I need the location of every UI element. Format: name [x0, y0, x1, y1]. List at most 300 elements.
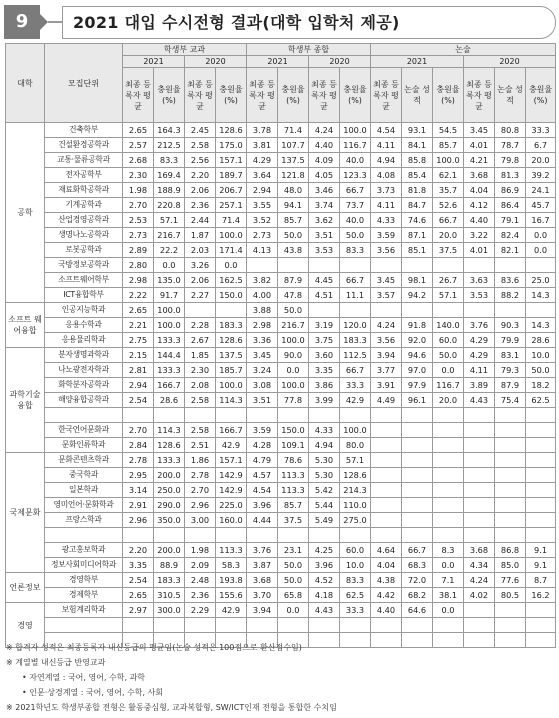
value-cell: 16.7 [526, 213, 556, 228]
header-metric: 충원율 (%) [216, 68, 247, 123]
university-cell: 소프트 웨어융합 [6, 303, 45, 348]
value-cell: 10.0 [526, 348, 556, 363]
value-cell: 4.24 [371, 318, 402, 333]
major-cell: 인공지능학과 [45, 303, 123, 318]
header-metric: 논술 성적 [495, 68, 526, 123]
value-cell [309, 258, 340, 273]
value-cell: 162.5 [216, 273, 247, 288]
value-cell: 5.49 [309, 513, 340, 528]
value-cell: 83.1 [495, 348, 526, 363]
major-cell: ICT융합학부 [45, 288, 123, 303]
value-cell: 2.58 [185, 393, 216, 408]
value-cell [371, 528, 402, 543]
value-cell: 11.1 [340, 288, 371, 303]
value-cell [526, 423, 556, 438]
value-cell: 157.1 [216, 453, 247, 468]
value-cell: 3.51 [247, 393, 278, 408]
value-cell: 3.94 [371, 348, 402, 363]
value-cell: 78.7 [495, 138, 526, 153]
value-cell: 84.1 [402, 138, 433, 153]
value-cell: 3.86 [309, 378, 340, 393]
value-cell: 100.0 [216, 378, 247, 393]
value-cell: 57.1 [154, 213, 185, 228]
value-cell [526, 258, 556, 273]
value-cell [402, 423, 433, 438]
table-row [6, 618, 556, 633]
value-cell: 2.94 [123, 378, 154, 393]
major-cell: 문화인류학과 [45, 438, 123, 453]
value-cell: 2.80 [123, 258, 154, 273]
value-cell: 183.3 [340, 333, 371, 348]
value-cell: 3.14 [123, 483, 154, 498]
value-cell: 4.33 [309, 423, 340, 438]
header-year: 2021 [123, 56, 185, 68]
value-cell: 4.79 [247, 453, 278, 468]
value-cell [433, 483, 464, 498]
value-cell [278, 528, 309, 543]
table-body [6, 123, 556, 648]
value-cell: 128.6 [154, 438, 185, 453]
value-cell [526, 528, 556, 543]
value-cell: 79.1 [495, 213, 526, 228]
value-cell: 3.62 [309, 213, 340, 228]
value-cell: 4.11 [371, 138, 402, 153]
value-cell: 62.5 [526, 393, 556, 408]
value-cell: 157.1 [216, 153, 247, 168]
major-cell: 재료화학공학과 [45, 183, 123, 198]
value-cell: 3.64 [247, 168, 278, 183]
value-cell [371, 258, 402, 273]
table-row [6, 153, 556, 168]
value-cell: 150.0 [278, 423, 309, 438]
value-cell: 110.0 [340, 498, 371, 513]
table-row [6, 528, 556, 543]
value-cell: 81.8 [402, 183, 433, 198]
value-cell: 100.0 [154, 303, 185, 318]
value-cell: 50.0 [526, 363, 556, 378]
value-cell: 80.5 [495, 588, 526, 603]
header-year: 2021 [247, 56, 309, 68]
value-cell: 3.19 [309, 318, 340, 333]
value-cell: 3.75 [309, 333, 340, 348]
value-cell: 300.0 [154, 603, 185, 618]
value-cell: 185.7 [216, 363, 247, 378]
value-cell: 3.45 [247, 348, 278, 363]
value-cell: 200.0 [154, 468, 185, 483]
value-cell: 4.33 [371, 213, 402, 228]
value-cell: 2.78 [185, 468, 216, 483]
value-cell: 20.0 [526, 153, 556, 168]
value-cell: 225.0 [216, 498, 247, 513]
value-cell: 3.96 [247, 498, 278, 513]
major-cell: 교통·물류공학과 [45, 153, 123, 168]
value-cell: 100.0 [278, 333, 309, 348]
value-cell [123, 528, 154, 543]
value-cell: 4.52 [309, 573, 340, 588]
value-cell: 2.70 [123, 198, 154, 213]
value-cell: 87.9 [278, 273, 309, 288]
value-cell [495, 603, 526, 618]
value-cell: 128.6 [216, 333, 247, 348]
value-cell: 90.0 [278, 348, 309, 363]
value-cell: 3.53 [464, 288, 495, 303]
value-cell: 37.5 [278, 513, 309, 528]
value-cell: 14.3 [526, 288, 556, 303]
value-cell: 4.24 [309, 123, 340, 138]
value-cell: 94.6 [402, 348, 433, 363]
value-cell: 78.6 [278, 453, 309, 468]
footnote: ※ 계열별 내신등급 반영교과 [6, 658, 106, 667]
value-cell: 57.1 [433, 288, 464, 303]
header-metric: 최종 등록자 평균 [309, 68, 340, 123]
major-cell: 해양융합공학과 [45, 393, 123, 408]
header-metric: 충원율 (%) [278, 68, 309, 123]
value-cell: 3.57 [371, 288, 402, 303]
major-cell: 한국언어문화과 [45, 423, 123, 438]
header-metric: 최종 등록자 평균 [185, 68, 216, 123]
major-cell: 건축학부 [45, 123, 123, 138]
value-cell: 10.0 [340, 558, 371, 573]
value-cell: 2.96 [123, 513, 154, 528]
value-cell: 114.3 [154, 423, 185, 438]
value-cell: 57.1 [340, 453, 371, 468]
value-cell [185, 528, 216, 543]
value-cell [154, 528, 185, 543]
value-cell: 114.3 [216, 393, 247, 408]
value-cell: 3.94 [247, 603, 278, 618]
value-cell: 85.7 [278, 213, 309, 228]
value-cell: 3.56 [371, 333, 402, 348]
value-cell [402, 483, 433, 498]
value-cell [340, 258, 371, 273]
value-cell [495, 468, 526, 483]
value-cell: 100.0 [340, 423, 371, 438]
value-cell: 3.22 [464, 228, 495, 243]
value-cell: 3.00 [185, 513, 216, 528]
value-cell [526, 483, 556, 498]
value-cell: 123.3 [340, 168, 371, 183]
value-cell [340, 303, 371, 318]
value-cell [433, 528, 464, 543]
value-cell: 68.2 [402, 588, 433, 603]
value-cell: 4.45 [309, 273, 340, 288]
value-cell: 100.0 [340, 123, 371, 138]
value-cell: 97.0 [402, 363, 433, 378]
value-cell: 142.9 [216, 468, 247, 483]
major-cell: 중국학과 [45, 468, 123, 483]
value-cell: 150.0 [216, 288, 247, 303]
value-cell [495, 498, 526, 513]
value-cell: 2.57 [123, 138, 154, 153]
value-cell: 2.94 [247, 183, 278, 198]
header-university: 대학 [6, 44, 45, 123]
value-cell: 2.51 [185, 438, 216, 453]
value-cell: 113.3 [278, 483, 309, 498]
value-cell: 52.6 [433, 198, 464, 213]
major-cell: 국방정보공학과 [45, 258, 123, 273]
value-cell [495, 453, 526, 468]
value-cell: 1.86 [185, 453, 216, 468]
value-cell [433, 513, 464, 528]
value-cell: 4.94 [371, 153, 402, 168]
header-metric: 충원율 (%) [433, 68, 464, 123]
major-cell [45, 408, 123, 423]
major-cell: 나노광전자학과 [45, 363, 123, 378]
value-cell [123, 618, 154, 633]
value-cell: 86.9 [495, 183, 526, 198]
value-cell: 3.59 [371, 228, 402, 243]
value-cell [402, 513, 433, 528]
value-cell: 3.46 [309, 183, 340, 198]
value-cell: 142.9 [216, 483, 247, 498]
value-cell: 212.5 [154, 138, 185, 153]
value-cell: 183.3 [154, 573, 185, 588]
value-cell: 2.53 [123, 213, 154, 228]
header-metric: 충원율 (%) [340, 68, 371, 123]
value-cell: 3.82 [247, 273, 278, 288]
table-row [6, 483, 556, 498]
value-cell [464, 528, 495, 543]
value-cell: 290.0 [154, 498, 185, 513]
value-cell: 3.60 [309, 348, 340, 363]
value-cell: 97.9 [402, 378, 433, 393]
value-cell: 40.0 [340, 213, 371, 228]
value-cell [402, 438, 433, 453]
value-cell: 2.89 [123, 243, 154, 258]
major-cell: 영미언어·문화학과 [45, 498, 123, 513]
header-metric: 충원율 (%) [526, 68, 556, 123]
table-row [6, 228, 556, 243]
table-row [6, 258, 556, 273]
value-cell: 45.7 [526, 198, 556, 213]
value-cell: 4.49 [371, 393, 402, 408]
value-cell: 2.98 [247, 318, 278, 333]
value-cell: 0.0 [433, 558, 464, 573]
value-cell: 71.4 [216, 213, 247, 228]
value-cell: 4.57 [247, 468, 278, 483]
value-cell: 113.3 [278, 468, 309, 483]
value-cell [433, 438, 464, 453]
value-cell [402, 528, 433, 543]
major-cell: 산업경영공학과 [45, 213, 123, 228]
value-cell: 166.7 [154, 378, 185, 393]
table-row [6, 378, 556, 393]
value-cell [216, 528, 247, 543]
value-cell: 33.3 [340, 378, 371, 393]
value-cell: 144.4 [154, 348, 185, 363]
value-cell: 4.43 [309, 603, 340, 618]
value-cell: 4.01 [464, 138, 495, 153]
value-cell: 33.3 [526, 123, 556, 138]
value-cell: 2.65 [123, 303, 154, 318]
value-cell: 214.3 [340, 483, 371, 498]
value-cell: 3.96 [309, 558, 340, 573]
value-cell: 275.0 [340, 513, 371, 528]
value-cell: 3.35 [309, 363, 340, 378]
value-cell: 3.87 [247, 558, 278, 573]
value-cell: 2.36 [185, 198, 216, 213]
value-cell [278, 258, 309, 273]
value-cell [464, 498, 495, 513]
value-cell: 4.04 [464, 183, 495, 198]
value-cell [309, 618, 340, 633]
value-cell [185, 303, 216, 318]
table-row [6, 363, 556, 378]
value-cell: 42.9 [340, 393, 371, 408]
value-cell: 112.5 [340, 348, 371, 363]
value-cell: 250.0 [154, 483, 185, 498]
value-cell: 2.58 [185, 138, 216, 153]
value-cell: 83.3 [340, 573, 371, 588]
table-row [6, 558, 556, 573]
value-cell: 3.45 [371, 273, 402, 288]
value-cell: 2.48 [185, 573, 216, 588]
table-row [6, 213, 556, 228]
value-cell: 75.4 [495, 393, 526, 408]
value-cell: 86.8 [495, 543, 526, 558]
value-cell: 2.27 [185, 288, 216, 303]
value-cell: 82.4 [495, 228, 526, 243]
header-group: 논술 [371, 44, 556, 56]
value-cell [464, 513, 495, 528]
major-cell: 분자생명과학과 [45, 348, 123, 363]
value-cell: 5.30 [309, 468, 340, 483]
value-cell: 164.3 [154, 123, 185, 138]
value-cell: 3.36 [247, 333, 278, 348]
value-cell: 3.26 [185, 258, 216, 273]
value-cell [309, 408, 340, 423]
value-cell: 155.6 [216, 588, 247, 603]
value-cell: 189.7 [216, 168, 247, 183]
value-cell: 28.6 [154, 393, 185, 408]
value-cell: 3.76 [464, 318, 495, 333]
value-cell [464, 438, 495, 453]
value-cell: 73.7 [340, 198, 371, 213]
value-cell: 94.1 [278, 198, 309, 213]
value-cell: 2.58 [185, 423, 216, 438]
header-metric: 충원율 (%) [154, 68, 185, 123]
value-cell: 66.7 [340, 273, 371, 288]
major-cell: 생명나노공학과 [45, 228, 123, 243]
value-cell: 4.02 [464, 588, 495, 603]
value-cell: 23.1 [278, 543, 309, 558]
value-cell: 0.0 [216, 258, 247, 273]
header-metric: 최종 등록자 평균 [371, 68, 402, 123]
value-cell [371, 453, 402, 468]
value-cell: 2.30 [185, 363, 216, 378]
value-cell: 9.1 [526, 558, 556, 573]
value-cell: 2.54 [123, 573, 154, 588]
value-cell: 2.96 [185, 498, 216, 513]
value-cell: 4.28 [247, 438, 278, 453]
value-cell [154, 408, 185, 423]
value-cell: 1.87 [185, 228, 216, 243]
value-cell [433, 453, 464, 468]
value-cell: 20.0 [433, 228, 464, 243]
value-cell: 4.29 [464, 333, 495, 348]
value-cell: 83.3 [154, 153, 185, 168]
value-cell: 128.6 [340, 468, 371, 483]
section-number-badge: 9 [4, 5, 40, 39]
value-cell: 4.05 [309, 168, 340, 183]
value-cell [495, 303, 526, 318]
table-row [6, 573, 556, 588]
value-cell [433, 618, 464, 633]
value-cell [247, 408, 278, 423]
value-cell: 22.2 [154, 243, 185, 258]
value-cell: 4.94 [309, 438, 340, 453]
table-row [6, 468, 556, 483]
value-cell: 4.09 [309, 153, 340, 168]
value-cell: 84.7 [402, 198, 433, 213]
value-cell: 60.0 [433, 333, 464, 348]
value-cell: 86.4 [495, 198, 526, 213]
value-cell: 2.73 [247, 228, 278, 243]
value-cell: 66.7 [402, 543, 433, 558]
value-cell: 6.7 [526, 138, 556, 153]
value-cell: 87.1 [402, 228, 433, 243]
major-cell: 응용물리학과 [45, 333, 123, 348]
value-cell [464, 453, 495, 468]
value-cell: 2.15 [123, 348, 154, 363]
value-cell: 85.8 [402, 153, 433, 168]
value-cell: 4.42 [371, 588, 402, 603]
value-cell [371, 468, 402, 483]
value-cell: 80.0 [340, 438, 371, 453]
value-cell [495, 408, 526, 423]
value-cell: 2.29 [185, 603, 216, 618]
value-cell [495, 438, 526, 453]
value-cell: 26.7 [433, 273, 464, 288]
footnote: • 인문·상경계열 : 국어, 영어, 수학, 사회 [22, 688, 164, 697]
value-cell: 100.0 [278, 378, 309, 393]
value-cell [309, 528, 340, 543]
value-cell: 2.84 [123, 438, 154, 453]
table-row [6, 303, 556, 318]
value-cell: 90.3 [495, 318, 526, 333]
value-cell [247, 618, 278, 633]
value-cell: 206.7 [216, 183, 247, 198]
value-cell [433, 408, 464, 423]
value-cell: 200.0 [154, 543, 185, 558]
value-cell: 2.44 [185, 213, 216, 228]
header-year: 2020 [185, 56, 247, 68]
footnote: ※ 합격자 성적은 최종등록자 내신등급의 평균임(논술 성적은 100점으로 환산점수임) [6, 643, 302, 652]
value-cell [247, 258, 278, 273]
value-cell [340, 618, 371, 633]
major-cell: 전자공학부 [45, 168, 123, 183]
table-row [6, 588, 556, 603]
value-cell [526, 438, 556, 453]
value-cell: 71.4 [278, 123, 309, 138]
value-cell: 2.78 [123, 453, 154, 468]
value-cell: 4.01 [464, 243, 495, 258]
value-cell [495, 258, 526, 273]
value-cell [433, 303, 464, 318]
value-cell: 50.0 [278, 558, 309, 573]
major-cell: 소프트웨어학부 [45, 273, 123, 288]
value-cell: 50.0 [433, 348, 464, 363]
value-cell: 83.6 [495, 273, 526, 288]
value-cell: 4.54 [247, 483, 278, 498]
value-cell: 100.0 [216, 228, 247, 243]
value-cell [185, 408, 216, 423]
value-cell: 2.09 [185, 558, 216, 573]
value-cell [371, 498, 402, 513]
major-cell: 화학분자공학과 [45, 378, 123, 393]
value-cell [526, 603, 556, 618]
value-cell: 85.4 [402, 168, 433, 183]
